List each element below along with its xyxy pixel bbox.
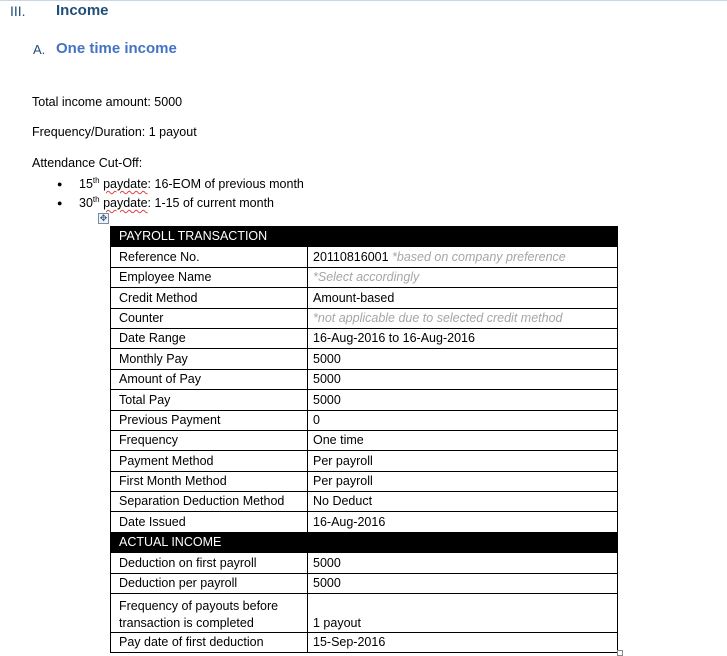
table-row — [111, 430, 618, 450]
row-value: 0 — [313, 412, 320, 427]
table-row — [111, 471, 618, 491]
row-label: Date Issued — [111, 512, 308, 532]
row-label: Employee Name — [111, 267, 308, 287]
row-value: 1 payout — [313, 616, 361, 631]
row-value-cell — [308, 410, 618, 430]
row-label: Frequency — [111, 430, 308, 450]
row-value: Amount-based — [313, 290, 395, 305]
row-value-cell — [308, 553, 618, 573]
row-label: Total Pay — [111, 390, 308, 410]
table-row — [111, 288, 618, 308]
bullet-ordinal: th — [92, 194, 100, 204]
row-label: Previous Payment — [111, 410, 308, 430]
bullet-ordinal: th — [92, 175, 100, 185]
row-value-cell — [308, 267, 618, 287]
row-value: One time — [313, 433, 364, 448]
table-row — [111, 328, 618, 348]
row-value-cell — [308, 430, 618, 450]
row-label: Credit Method — [111, 288, 308, 308]
bullet-number: 15 — [79, 177, 93, 191]
row-label: First Month Method — [111, 471, 308, 491]
bullet-item — [79, 177, 304, 191]
frequency-text: Frequency/Duration: 1 payout — [32, 125, 197, 139]
row-value: No Deduct — [313, 494, 373, 509]
row-value: Per payroll — [313, 474, 373, 489]
row-value-cell — [308, 390, 618, 410]
bullet-item — [79, 196, 274, 210]
table-row — [111, 594, 618, 633]
table-row — [111, 267, 618, 287]
table-row — [111, 633, 618, 653]
table-row — [111, 492, 618, 512]
bullet-dot-icon: ● — [57, 179, 63, 189]
table-row — [111, 451, 618, 471]
row-value-cell — [308, 573, 618, 593]
table-row — [111, 349, 618, 369]
row-value-cell — [308, 451, 618, 471]
table-section-header — [111, 532, 618, 552]
row-value: 5000 — [313, 372, 341, 387]
row-value-cell — [308, 288, 618, 308]
row-value: Per payroll — [313, 453, 373, 468]
row-value-cell — [308, 369, 618, 389]
row-note: *not applicable due to selected credit method — [313, 310, 563, 325]
row-value-cell — [308, 247, 618, 267]
table-row — [111, 573, 618, 593]
section-title: Income — [56, 2, 109, 19]
row-label: Deduction on first payroll — [111, 553, 308, 573]
row-value: 16-Aug-2016 to 16-Aug-2016 — [313, 331, 475, 346]
bullet-detail: : 16-EOM of previous month — [147, 177, 304, 191]
subsection-letter: A. — [33, 42, 46, 57]
row-label: Amount of Pay — [111, 369, 308, 389]
row-value: 20110816001 — [313, 249, 389, 264]
row-value-cell — [308, 328, 618, 348]
row-label: Separation Deduction Method — [111, 492, 308, 512]
row-label: Date Range — [111, 328, 308, 348]
attendance-cutoff-text: Attendance Cut-Off: — [32, 156, 143, 170]
row-label: Counter — [111, 308, 308, 328]
total-income-text: Total income amount: 5000 — [32, 95, 183, 109]
table-row — [111, 308, 618, 328]
row-value: 5000 — [313, 555, 341, 570]
table-row — [111, 553, 618, 573]
row-value-cell — [308, 512, 618, 532]
table-row — [111, 369, 618, 389]
table-row — [111, 410, 618, 430]
table-row — [111, 247, 618, 267]
bullet-word: paydate — [103, 177, 148, 191]
table-section-header-cell: PAYROLL TRANSACTION — [111, 227, 618, 247]
payroll-table — [110, 226, 618, 653]
table-resize-handle[interactable] — [617, 650, 623, 656]
row-label: Deduction per payroll — [111, 573, 308, 593]
row-note: *based on company preference — [392, 249, 566, 264]
bullet-number: 30 — [79, 196, 93, 210]
row-value-cell — [308, 492, 618, 512]
row-label: Frequency of payouts before transaction is completed — [111, 594, 308, 633]
row-label: Monthly Pay — [111, 349, 308, 369]
table-section-header-cell: ACTUAL INCOME — [111, 532, 618, 552]
row-value: 15-Sep-2016 — [313, 635, 386, 650]
row-value-cell — [308, 308, 618, 328]
row-value-cell — [308, 471, 618, 491]
table-section-header — [111, 227, 618, 247]
section-number: III. — [10, 3, 26, 19]
row-value: 5000 — [313, 351, 341, 366]
table-row — [111, 390, 618, 410]
subsection-title: One time income — [56, 40, 177, 57]
row-value: 5000 — [313, 576, 341, 591]
row-note: *Select accordingly — [313, 270, 420, 285]
row-value: 5000 — [313, 392, 341, 407]
row-label: Payment Method — [111, 451, 308, 471]
bullet-detail: : 1-15 of current month — [147, 196, 274, 210]
table-row — [111, 512, 618, 532]
row-label: Pay date of first deduction — [111, 633, 308, 653]
row-value-cell — [308, 633, 618, 653]
row-label: Reference No. — [111, 247, 308, 267]
row-value: 16-Aug-2016 — [313, 514, 386, 529]
row-value-cell — [308, 349, 618, 369]
row-value-cell — [308, 594, 618, 633]
bullet-dot-icon: ● — [57, 198, 63, 208]
bullet-word: paydate — [103, 196, 148, 210]
top-border-line — [0, 0, 727, 1]
move-cross-icon[interactable]: ✥ — [99, 213, 108, 223]
